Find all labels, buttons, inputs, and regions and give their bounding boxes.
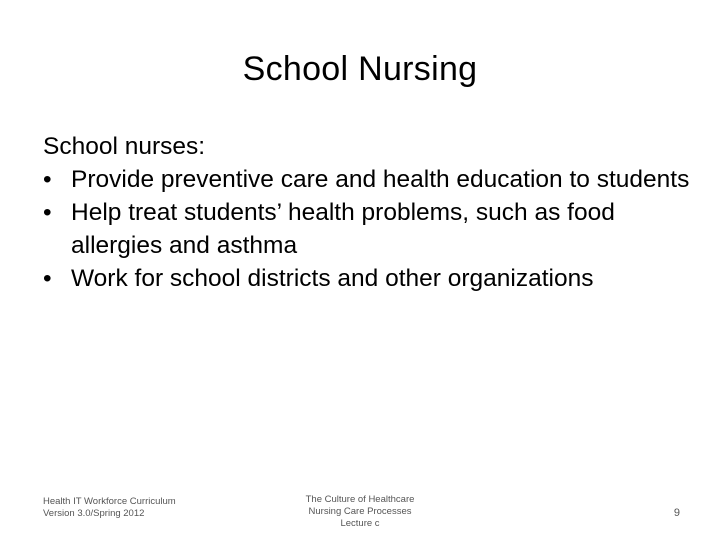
bullet-icon: • — [43, 265, 52, 292]
footer-left-line: Health IT Workforce Curriculum — [43, 496, 176, 507]
slide-body — [43, 130, 693, 295]
intro-text: School nurses: — [43, 133, 206, 160]
bullet-icon: • — [43, 166, 52, 193]
footer-curriculum — [43, 496, 176, 520]
bullet-item — [43, 262, 693, 295]
bullet-list — [43, 163, 693, 295]
bullet-icon: • — [43, 199, 52, 226]
bullet-text: Provide preventive care and health education to students — [71, 166, 690, 193]
bullet-text: Help treat students’ health problems, such as food allergies and asthma — [71, 199, 615, 259]
footer-left-line: Version 3.0/Spring 2012 — [43, 508, 145, 519]
bullet-text: Work for school districts and other organizations — [71, 265, 594, 292]
footer-center-line: The Culture of Healthcare — [305, 494, 415, 505]
footer-center-line: Lecture c — [340, 518, 380, 529]
page-number: 9 — [673, 507, 680, 519]
bullet-item — [43, 196, 693, 262]
bullet-item — [43, 163, 693, 196]
footer-center-line: Nursing Care Processes — [308, 506, 412, 517]
footer-lecture-info — [260, 494, 460, 530]
slide-title: School Nursing — [242, 50, 478, 88]
